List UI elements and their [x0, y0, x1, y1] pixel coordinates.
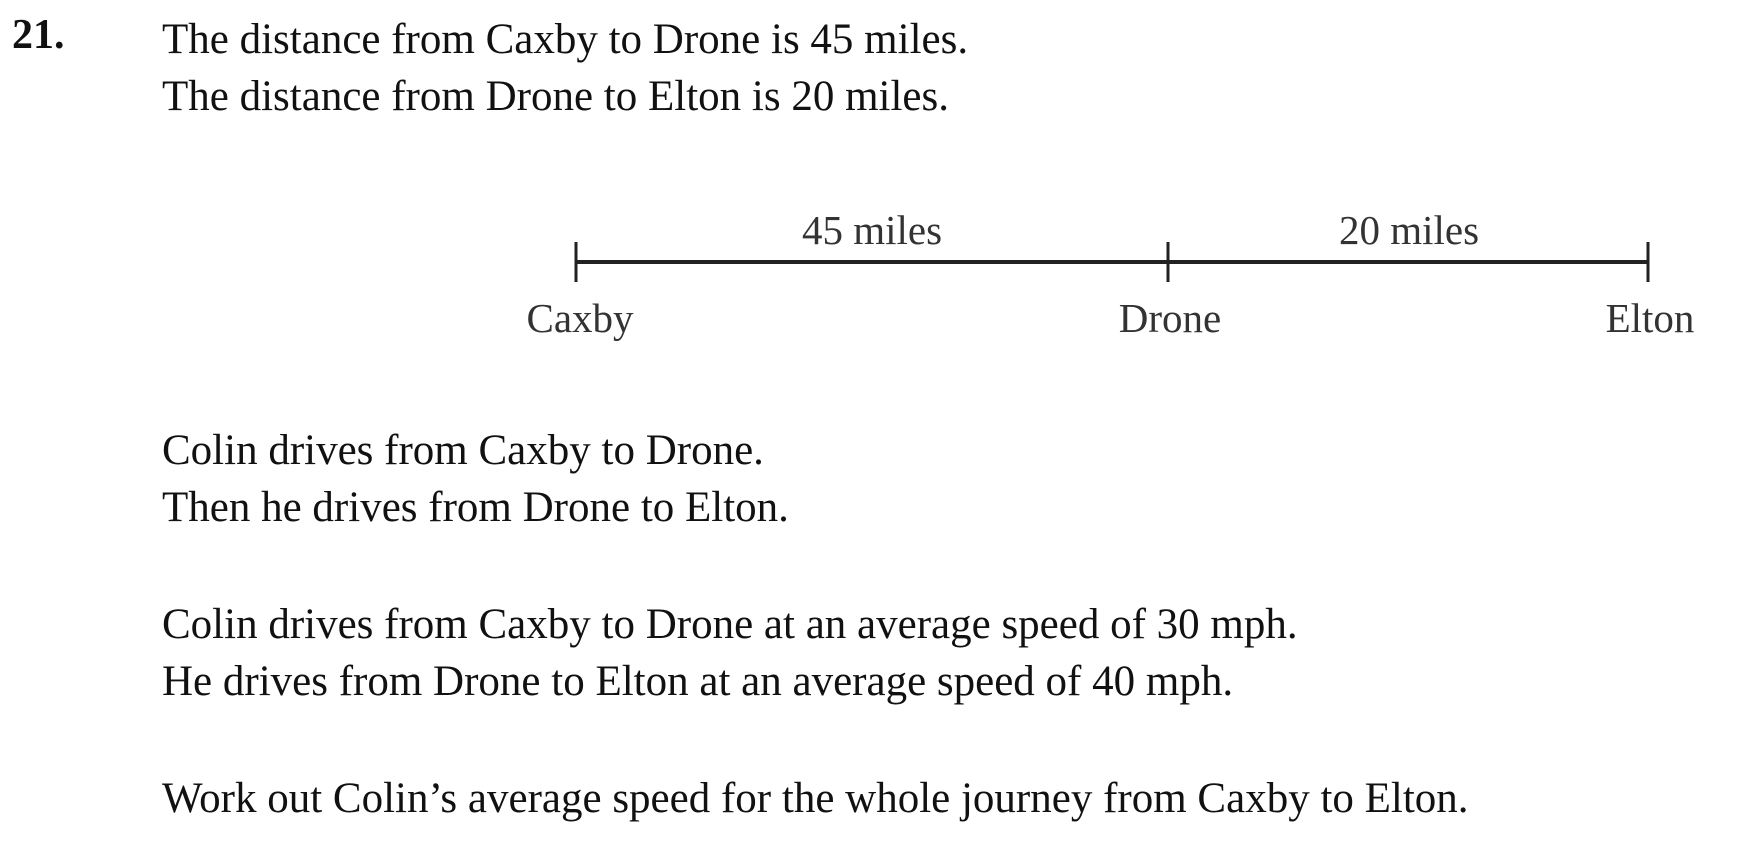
town-label-elton: Elton	[1605, 295, 1695, 341]
journey-line-2: Then he drives from Drone to Elton.	[162, 484, 789, 531]
segment-label-drone-elton: 20 miles	[1338, 207, 1480, 253]
intro-line-1: The distance from Caxby to Drone is 45 miles.	[162, 16, 969, 63]
segment-label-caxby-drone: 45 miles	[801, 207, 943, 253]
speed-line-2: He drives from Drone to Elton at an average speed of 40 mph.	[162, 658, 1234, 705]
intro-line-2: The distance from Drone to Elton is 20 miles.	[162, 73, 949, 120]
question-number: 21.	[12, 12, 65, 58]
town-label-drone: Drone	[1118, 295, 1222, 341]
town-label-caxby: Caxby	[526, 295, 634, 341]
task-line: Work out Colin’s average speed for the whole journey from Caxby to Elton.	[162, 775, 1469, 822]
journey-line-1: Colin drives from Caxby to Drone.	[162, 427, 764, 474]
speed-line-1: Colin drives from Caxby to Drone at an average speed of 30 mph.	[162, 601, 1298, 648]
